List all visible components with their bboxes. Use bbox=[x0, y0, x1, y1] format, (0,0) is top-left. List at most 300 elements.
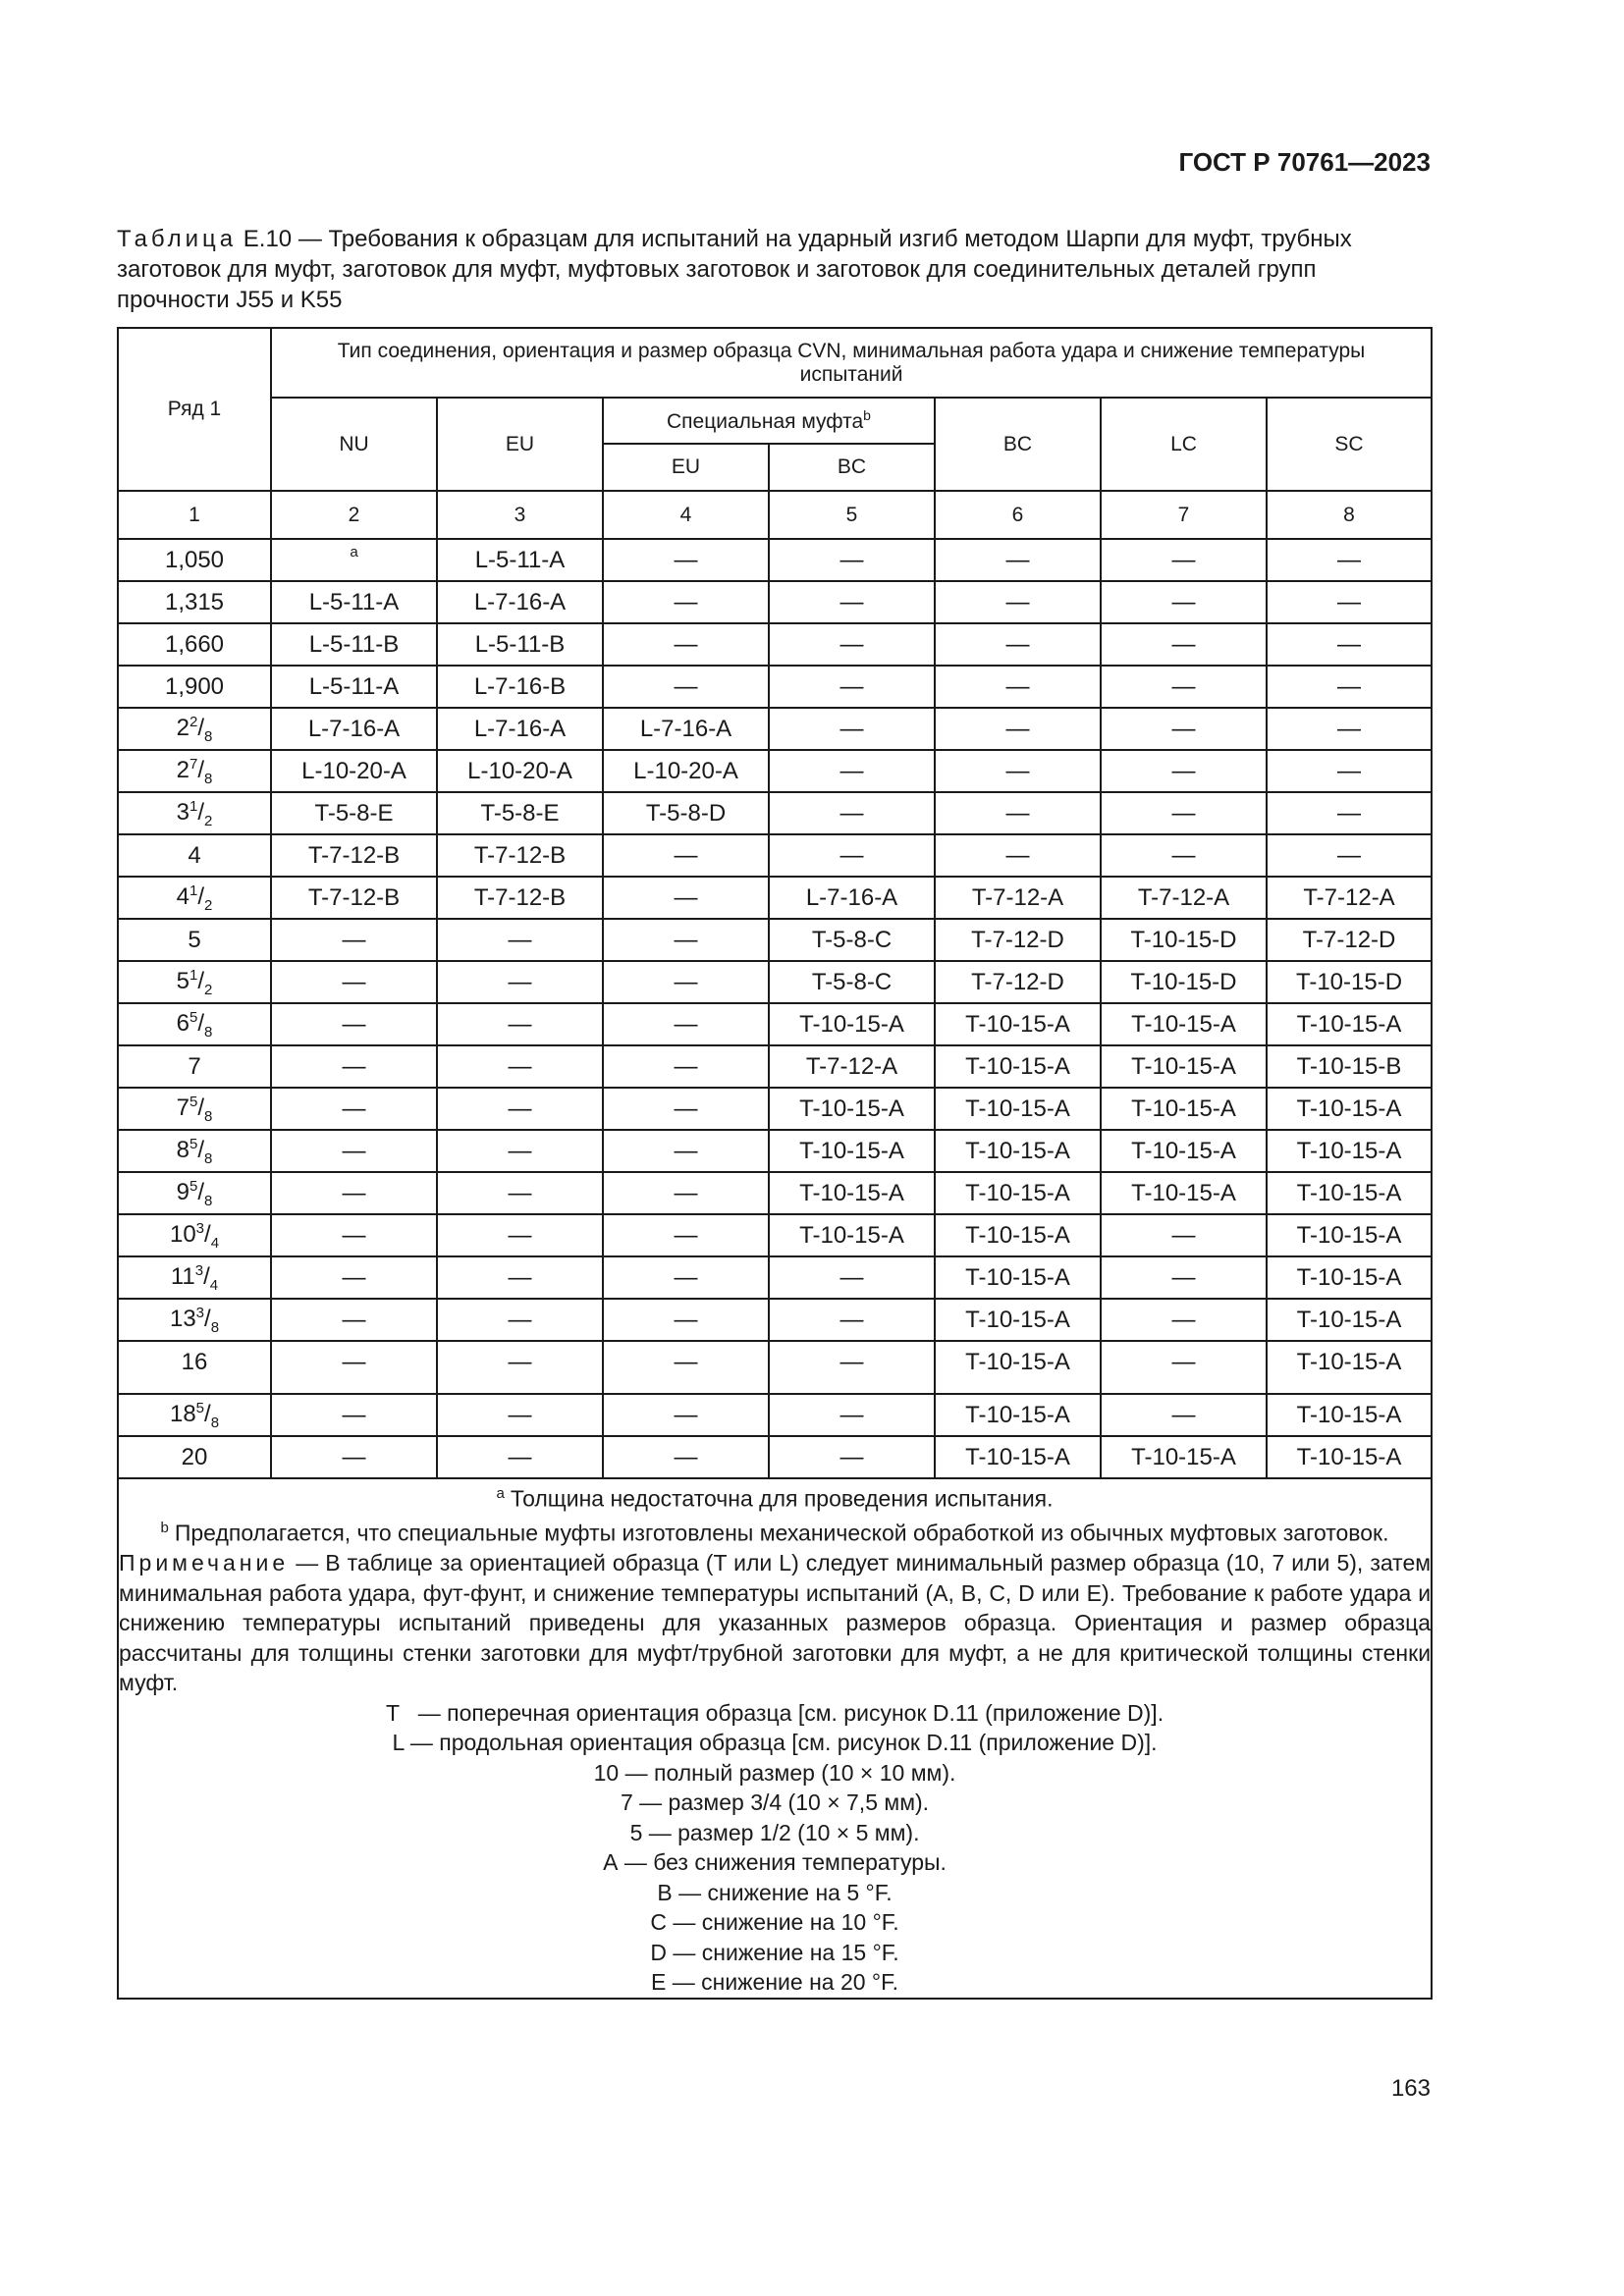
table-body bbox=[118, 539, 1432, 1478]
table-row bbox=[118, 919, 1432, 961]
size-denominator: 8 bbox=[204, 1023, 213, 1041]
table-cell: — bbox=[1101, 834, 1267, 877]
table-cell: T-7-12-A bbox=[1101, 877, 1267, 919]
special-label: Специальная муфта bbox=[667, 410, 864, 433]
table-cell: — bbox=[271, 919, 437, 961]
table-cell: — bbox=[769, 1299, 935, 1341]
table-cell: T-10-15-A bbox=[935, 1003, 1101, 1045]
size-denominator: 4 bbox=[210, 1234, 220, 1252]
col-header-nu: NU bbox=[271, 398, 437, 491]
table-row bbox=[118, 834, 1432, 877]
table-cell: — bbox=[769, 834, 935, 877]
table-cell: — bbox=[603, 919, 769, 961]
table-cell: — bbox=[437, 1256, 603, 1299]
table-row bbox=[118, 877, 1432, 919]
table-cell: T-10-15-A bbox=[1267, 1341, 1432, 1394]
row-size: 1,315 bbox=[118, 581, 271, 623]
table-cell: T-10-15-A bbox=[1101, 1172, 1267, 1214]
caption-text: Е.10 — Требования к образцам для испытаний на ударный изгиб методом Шарпи для муфт, трубных заготовок для муфт, заготовок для муфт, муфтовых заготовок и заготовок для соединительных деталей групп прочности J55 и K55 bbox=[117, 226, 1352, 313]
table-cell: — bbox=[437, 919, 603, 961]
row-size bbox=[118, 1299, 271, 1341]
table-cell: — bbox=[437, 1088, 603, 1130]
table-cell: — bbox=[935, 581, 1101, 623]
table-cell: — bbox=[271, 1394, 437, 1436]
table-cell: L-5-11-B bbox=[437, 623, 603, 666]
table-cell: T-5-8-C bbox=[769, 919, 935, 961]
table-cell: — bbox=[769, 539, 935, 581]
table-cell: — bbox=[271, 1088, 437, 1130]
footnote-a bbox=[119, 1479, 1431, 1514]
table-cell: — bbox=[769, 1256, 935, 1299]
table-cell: T-7-12-A bbox=[935, 877, 1101, 919]
size-denominator: 2 bbox=[204, 981, 213, 998]
table-row bbox=[118, 1088, 1432, 1130]
table-row bbox=[118, 1436, 1432, 1478]
col-header-special-eu: EU bbox=[603, 444, 769, 491]
table-cell: — bbox=[603, 877, 769, 919]
table-cell: T-10-15-A bbox=[1101, 1436, 1267, 1478]
col-header-bc: BC bbox=[935, 398, 1101, 491]
table-cell: T-7-12-B bbox=[271, 834, 437, 877]
table-cell: — bbox=[603, 1299, 769, 1341]
footnote-a-mark: a bbox=[496, 1485, 505, 1502]
table-cell: — bbox=[1101, 1394, 1267, 1436]
table-cell: — bbox=[1267, 792, 1432, 834]
table-cell: T-10-15-A bbox=[769, 1088, 935, 1130]
table-cell: — bbox=[603, 581, 769, 623]
row-size bbox=[118, 1130, 271, 1172]
table-cell: T-10-15-A bbox=[769, 1130, 935, 1172]
table-cell: — bbox=[769, 666, 935, 708]
table-cell: — bbox=[271, 1436, 437, 1478]
size-whole: 2 bbox=[176, 756, 189, 783]
table-cell: T-10-15-A bbox=[935, 1256, 1101, 1299]
table-cell: T-5-8-E bbox=[437, 792, 603, 834]
size-numerator: 3 bbox=[195, 1219, 205, 1237]
table-row bbox=[118, 623, 1432, 666]
table-cell: T-10-15-A bbox=[935, 1341, 1101, 1394]
table-cell: T-5-8-E bbox=[271, 792, 437, 834]
table-row bbox=[118, 750, 1432, 792]
size-numerator: 5 bbox=[195, 1399, 205, 1416]
column-numbers-row bbox=[118, 491, 1432, 539]
table-cell: — bbox=[437, 961, 603, 1003]
table-cell: — bbox=[603, 539, 769, 581]
table-cell: — bbox=[603, 1172, 769, 1214]
size-whole: 13 bbox=[169, 1305, 196, 1332]
size-denominator: 4 bbox=[209, 1276, 219, 1294]
table-cell: — bbox=[1101, 623, 1267, 666]
col-header-special-bc: BC bbox=[769, 444, 935, 491]
table-cell: T-10-15-A bbox=[1267, 1394, 1432, 1436]
col-header-sc: SC bbox=[1267, 398, 1432, 491]
legend-item: D — снижение на 15 °F. bbox=[650, 1939, 899, 1965]
table-cell: — bbox=[1101, 1214, 1267, 1256]
fraction-slash: / bbox=[197, 798, 205, 826]
table-cell: — bbox=[769, 581, 935, 623]
row-size: 1,660 bbox=[118, 623, 271, 666]
table-cell: — bbox=[935, 792, 1101, 834]
table-cell: — bbox=[603, 834, 769, 877]
table-row bbox=[118, 1172, 1432, 1214]
table-row bbox=[118, 581, 1432, 623]
table-cell: — bbox=[603, 961, 769, 1003]
table-cell: — bbox=[437, 1299, 603, 1341]
row-size bbox=[118, 1256, 271, 1299]
row-header: Ряд 1 bbox=[118, 328, 271, 491]
table-cell: — bbox=[935, 708, 1101, 750]
table-cell: T-10-15-D bbox=[1101, 919, 1267, 961]
note-label: Примечание bbox=[119, 1550, 290, 1576]
table-cell: T-10-15-A bbox=[769, 1003, 935, 1045]
row-size bbox=[118, 708, 271, 750]
table-cell: — bbox=[271, 1003, 437, 1045]
table-cell: — bbox=[769, 708, 935, 750]
size-denominator: 2 bbox=[204, 896, 213, 914]
col-header-special bbox=[603, 398, 935, 444]
size-denominator: 8 bbox=[204, 1149, 213, 1167]
table-cell: T-10-15-D bbox=[1267, 961, 1432, 1003]
table-cell: T-10-15-A bbox=[1267, 1003, 1432, 1045]
table-cell: — bbox=[1101, 1299, 1267, 1341]
size-whole: 9 bbox=[176, 1178, 189, 1205]
footnote-b bbox=[81, 1514, 1431, 1548]
table-row bbox=[118, 1045, 1432, 1088]
table-cell: T-10-15-A bbox=[1267, 1214, 1432, 1256]
table-cell: — bbox=[271, 1256, 437, 1299]
table-cell: — bbox=[769, 1436, 935, 1478]
table-cell: — bbox=[437, 1130, 603, 1172]
table-row bbox=[118, 961, 1432, 1003]
fraction-slash: / bbox=[204, 1220, 211, 1248]
row-size bbox=[118, 1394, 271, 1436]
table-cell: — bbox=[603, 1003, 769, 1045]
legend-item: 5 — размер 1/2 (10 × 5 мм). bbox=[629, 1819, 920, 1845]
fraction-slash: / bbox=[197, 714, 205, 741]
size-whole: 4 bbox=[176, 882, 189, 910]
table-cell: L-7-16-B bbox=[437, 666, 603, 708]
table-cell: L-7-16-A bbox=[437, 581, 603, 623]
table-cell: L-7-16-A bbox=[769, 877, 935, 919]
footnote-b-mark: b bbox=[160, 1520, 169, 1537]
table-caption bbox=[117, 224, 1431, 315]
table-cell: — bbox=[271, 1299, 437, 1341]
caption-label: Таблица bbox=[117, 226, 238, 252]
table-cell: — bbox=[1101, 1256, 1267, 1299]
table-cell: — bbox=[1101, 792, 1267, 834]
table-cell: — bbox=[769, 750, 935, 792]
fraction-slash: / bbox=[197, 1136, 205, 1163]
size-numerator: 5 bbox=[189, 1135, 198, 1152]
fraction-slash: / bbox=[197, 756, 205, 783]
table-cell: T-7-12-D bbox=[935, 919, 1101, 961]
table-cell: T-10-15-A bbox=[1101, 1045, 1267, 1088]
table-cell: T-10-15-A bbox=[1267, 1130, 1432, 1172]
table-cell: — bbox=[603, 1394, 769, 1436]
table-row bbox=[118, 1341, 1432, 1394]
size-whole: 18 bbox=[169, 1400, 196, 1427]
table-row bbox=[118, 1394, 1432, 1436]
table-cell: — bbox=[1267, 708, 1432, 750]
table-cell: — bbox=[603, 623, 769, 666]
legend-item: 7 — размер 3/4 (10 × 7,5 мм). bbox=[620, 1789, 930, 1816]
table-cell: — bbox=[271, 1172, 437, 1214]
table-cell: T-7-12-B bbox=[437, 877, 603, 919]
legend-item: T — поперечная ориентация образца [см. рисунок D.11 (приложение D)]. bbox=[385, 1699, 1164, 1726]
fraction-slash: / bbox=[197, 882, 205, 910]
table-notes bbox=[118, 1478, 1432, 1999]
size-numerator: 1 bbox=[189, 966, 198, 984]
table-cell: L-5-11-B bbox=[271, 623, 437, 666]
table-cell: T-10-15-A bbox=[1267, 1088, 1432, 1130]
table-row bbox=[118, 792, 1432, 834]
legend-item: E — снижение на 20 °F. bbox=[651, 1969, 899, 1996]
table-cell: L-10-20-A bbox=[603, 750, 769, 792]
table-cell: T-10-15-A bbox=[769, 1172, 935, 1214]
table-cell: L-10-20-A bbox=[271, 750, 437, 792]
table-cell: — bbox=[437, 1436, 603, 1478]
table-cell: — bbox=[769, 1394, 935, 1436]
table-cell: — bbox=[437, 1214, 603, 1256]
table-cell: — bbox=[603, 1214, 769, 1256]
size-numerator: 2 bbox=[189, 713, 198, 730]
table-cell: T-10-15-A bbox=[1267, 1256, 1432, 1299]
table-cell: — bbox=[437, 1045, 603, 1088]
table-cell: T-7-12-B bbox=[437, 834, 603, 877]
column-number: 5 bbox=[769, 491, 935, 539]
note-text: — В таблице за ориентацией образца (T или L) следует минимальный размер образца (10, 7 или 5), затем минимальная работа удара, фут-фунт, и снижение температуры испытаний (А, В, С, D или Е). Требование к работе удара и снижению температуры испытаний приведены для указанных размеров образца. Ориентация и размер образца рассчитаны для толщины стенки заготовки для муфт/трубной заготовки для муфт, а не для критической толщины стенки муфт. bbox=[119, 1550, 1432, 1696]
fraction-slash: / bbox=[204, 1400, 211, 1427]
table-cell: — bbox=[603, 1256, 769, 1299]
legend-item: В — снижение на 5 °F. bbox=[657, 1879, 893, 1905]
row-size: 1,050 bbox=[118, 539, 271, 581]
table-cell: — bbox=[437, 1341, 603, 1394]
size-whole: 5 bbox=[176, 967, 189, 994]
table-cell: T-10-15-A bbox=[769, 1214, 935, 1256]
table-cell: — bbox=[437, 1172, 603, 1214]
table-row bbox=[118, 1256, 1432, 1299]
table-cell: T-10-15-A bbox=[1267, 1299, 1432, 1341]
row-size: 20 bbox=[118, 1436, 271, 1478]
size-denominator: 2 bbox=[204, 812, 213, 829]
table-cell: — bbox=[935, 750, 1101, 792]
table-cell: — bbox=[603, 1088, 769, 1130]
table-row bbox=[118, 539, 1432, 581]
legend-item: 10 — полный размер (10 × 10 мм). bbox=[593, 1759, 956, 1786]
table-cell: — bbox=[1267, 623, 1432, 666]
legend-item: А — без снижения температуры. bbox=[603, 1849, 947, 1876]
table-cell: L-5-11-A bbox=[271, 666, 437, 708]
table-cell: — bbox=[1267, 666, 1432, 708]
legend-item: С — снижение на 10 °F. bbox=[650, 1909, 899, 1936]
table-cell: T-5-8-C bbox=[769, 961, 935, 1003]
column-number: 1 bbox=[118, 491, 271, 539]
size-denominator: 8 bbox=[204, 1192, 213, 1209]
size-numerator: 5 bbox=[189, 1008, 198, 1026]
fraction-slash: / bbox=[197, 1178, 205, 1205]
fraction-slash: / bbox=[197, 1094, 205, 1121]
row-size: 1,900 bbox=[118, 666, 271, 708]
size-numerator: 3 bbox=[194, 1261, 204, 1279]
fraction-slash: / bbox=[203, 1262, 210, 1290]
footnote-a-text: Толщина недостаточна для проведения испытания. bbox=[510, 1485, 1054, 1512]
legend-list bbox=[119, 1698, 1431, 1998]
table-cell: T-10-15-A bbox=[1101, 1088, 1267, 1130]
row-size: 4 bbox=[118, 834, 271, 877]
table-row bbox=[118, 1003, 1432, 1045]
footnote-reference: a bbox=[350, 544, 358, 561]
table-cell: T-10-15-A bbox=[1267, 1436, 1432, 1478]
table-cell: T-10-15-A bbox=[935, 1214, 1101, 1256]
table-cell: T-10-15-A bbox=[935, 1394, 1101, 1436]
table-cell: T-10-15-A bbox=[935, 1088, 1101, 1130]
table-cell: T-10-15-A bbox=[935, 1045, 1101, 1088]
column-number: 2 bbox=[271, 491, 437, 539]
table-cell: T-10-15-A bbox=[935, 1130, 1101, 1172]
table-cell: L-7-16-A bbox=[271, 708, 437, 750]
row-size: 5 bbox=[118, 919, 271, 961]
column-number: 3 bbox=[437, 491, 603, 539]
legend-item: L — продольная ориентация образца [см. рисунок D.11 (приложение D)]. bbox=[392, 1730, 1158, 1756]
table-cell: — bbox=[769, 623, 935, 666]
table-cell: T-5-8-D bbox=[603, 792, 769, 834]
table-cell: — bbox=[1101, 750, 1267, 792]
table-cell: — bbox=[1101, 581, 1267, 623]
table-cell: — bbox=[935, 539, 1101, 581]
size-whole: 6 bbox=[176, 1009, 189, 1037]
table-cell: — bbox=[1101, 1341, 1267, 1394]
row-size bbox=[118, 750, 271, 792]
table-cell: T-10-15-A bbox=[1101, 1130, 1267, 1172]
row-size bbox=[118, 1214, 271, 1256]
table-cell: — bbox=[935, 666, 1101, 708]
fraction-slash: / bbox=[197, 967, 205, 994]
table-cell: — bbox=[603, 1045, 769, 1088]
table-cell: T-10-15-A bbox=[935, 1299, 1101, 1341]
size-denominator: 8 bbox=[204, 727, 213, 745]
table-cell: — bbox=[603, 1436, 769, 1478]
table-cell: — bbox=[1267, 750, 1432, 792]
table-cell: — bbox=[1267, 539, 1432, 581]
row-size bbox=[118, 1172, 271, 1214]
document-id: ГОСТ Р 70761—2023 bbox=[1178, 147, 1431, 177]
row-size bbox=[118, 1003, 271, 1045]
table-cell: — bbox=[769, 792, 935, 834]
table-row bbox=[118, 666, 1432, 708]
group-header: Тип соединения, ориентация и размер образца CVN, минимальная работа удара и снижение температуры испытаний bbox=[271, 328, 1432, 398]
row-size bbox=[118, 792, 271, 834]
table-cell: L-5-11-A bbox=[437, 539, 603, 581]
table-cell: T-7-12-A bbox=[769, 1045, 935, 1088]
row-size bbox=[118, 961, 271, 1003]
table-cell: — bbox=[1267, 834, 1432, 877]
table-cell: — bbox=[437, 1003, 603, 1045]
table-cell: T-7-12-D bbox=[1267, 919, 1432, 961]
table-cell: — bbox=[1267, 581, 1432, 623]
table-row bbox=[118, 1214, 1432, 1256]
table-cell: T-10-15-B bbox=[1267, 1045, 1432, 1088]
size-whole: 3 bbox=[176, 798, 189, 826]
size-whole: 7 bbox=[176, 1094, 189, 1121]
row-size: 7 bbox=[118, 1045, 271, 1088]
size-numerator: 1 bbox=[189, 797, 198, 815]
special-footnote-mark: b bbox=[863, 407, 871, 423]
table-cell: T-7-12-A bbox=[1267, 877, 1432, 919]
table-cell: T-7-12-D bbox=[935, 961, 1101, 1003]
table-cell: T-10-15-A bbox=[1101, 1003, 1267, 1045]
size-denominator: 8 bbox=[210, 1318, 220, 1336]
size-whole: 10 bbox=[169, 1220, 196, 1248]
size-denominator: 8 bbox=[204, 1107, 213, 1125]
column-number: 8 bbox=[1267, 491, 1432, 539]
table-cell: L-7-16-A bbox=[603, 708, 769, 750]
row-size bbox=[118, 1088, 271, 1130]
size-numerator: 7 bbox=[189, 755, 198, 773]
table-cell: — bbox=[271, 1045, 437, 1088]
row-size bbox=[118, 877, 271, 919]
row-size: 16 bbox=[118, 1341, 271, 1394]
size-numerator: 3 bbox=[195, 1304, 205, 1321]
size-denominator: 8 bbox=[210, 1414, 220, 1431]
col-header-eu: EU bbox=[437, 398, 603, 491]
table-cell: L-7-16-A bbox=[437, 708, 603, 750]
table-cell: — bbox=[1101, 539, 1267, 581]
table-cell: — bbox=[603, 1341, 769, 1394]
size-numerator: 5 bbox=[189, 1093, 198, 1110]
col-header-lc: LC bbox=[1101, 398, 1267, 491]
table-cell: T-10-15-A bbox=[935, 1436, 1101, 1478]
table-cell: — bbox=[603, 1130, 769, 1172]
charpy-requirements-table bbox=[117, 327, 1433, 2000]
table-row bbox=[118, 708, 1432, 750]
table-cell: — bbox=[271, 961, 437, 1003]
table-row bbox=[118, 1130, 1432, 1172]
column-number: 6 bbox=[935, 491, 1101, 539]
size-whole: 8 bbox=[176, 1136, 189, 1163]
table-cell: — bbox=[1101, 708, 1267, 750]
table-note bbox=[119, 1548, 1431, 1698]
page-number: 163 bbox=[1390, 2075, 1431, 2102]
table-cell: T-10-15-A bbox=[935, 1172, 1101, 1214]
column-number: 7 bbox=[1101, 491, 1267, 539]
table-cell: T-10-15-A bbox=[1267, 1172, 1432, 1214]
table-cell: — bbox=[271, 1341, 437, 1394]
table-cell: L-5-11-A bbox=[271, 581, 437, 623]
table-cell: T-7-12-B bbox=[271, 877, 437, 919]
table-cell: — bbox=[769, 1341, 935, 1394]
table-cell: L-10-20-A bbox=[437, 750, 603, 792]
table-cell: — bbox=[271, 1130, 437, 1172]
size-denominator: 8 bbox=[204, 770, 213, 787]
size-whole: 11 bbox=[170, 1262, 195, 1290]
table-row bbox=[118, 1299, 1432, 1341]
footnote-b-text: Предполагается, что специальные муфты изготовлены механической обработкой из обычных муфтовых заготовок. bbox=[174, 1520, 1389, 1546]
column-number: 4 bbox=[603, 491, 769, 539]
table-cell: T-10-15-D bbox=[1101, 961, 1267, 1003]
table-cell bbox=[271, 539, 437, 581]
table-cell: — bbox=[437, 1394, 603, 1436]
fraction-slash: / bbox=[197, 1009, 205, 1037]
size-numerator: 5 bbox=[189, 1177, 198, 1195]
table-cell: — bbox=[935, 623, 1101, 666]
table-cell: — bbox=[1101, 666, 1267, 708]
size-whole: 2 bbox=[176, 714, 189, 741]
size-numerator: 1 bbox=[189, 881, 198, 899]
table-cell: — bbox=[271, 1214, 437, 1256]
table-cell: — bbox=[935, 834, 1101, 877]
fraction-slash: / bbox=[204, 1305, 211, 1332]
table-cell: — bbox=[603, 666, 769, 708]
